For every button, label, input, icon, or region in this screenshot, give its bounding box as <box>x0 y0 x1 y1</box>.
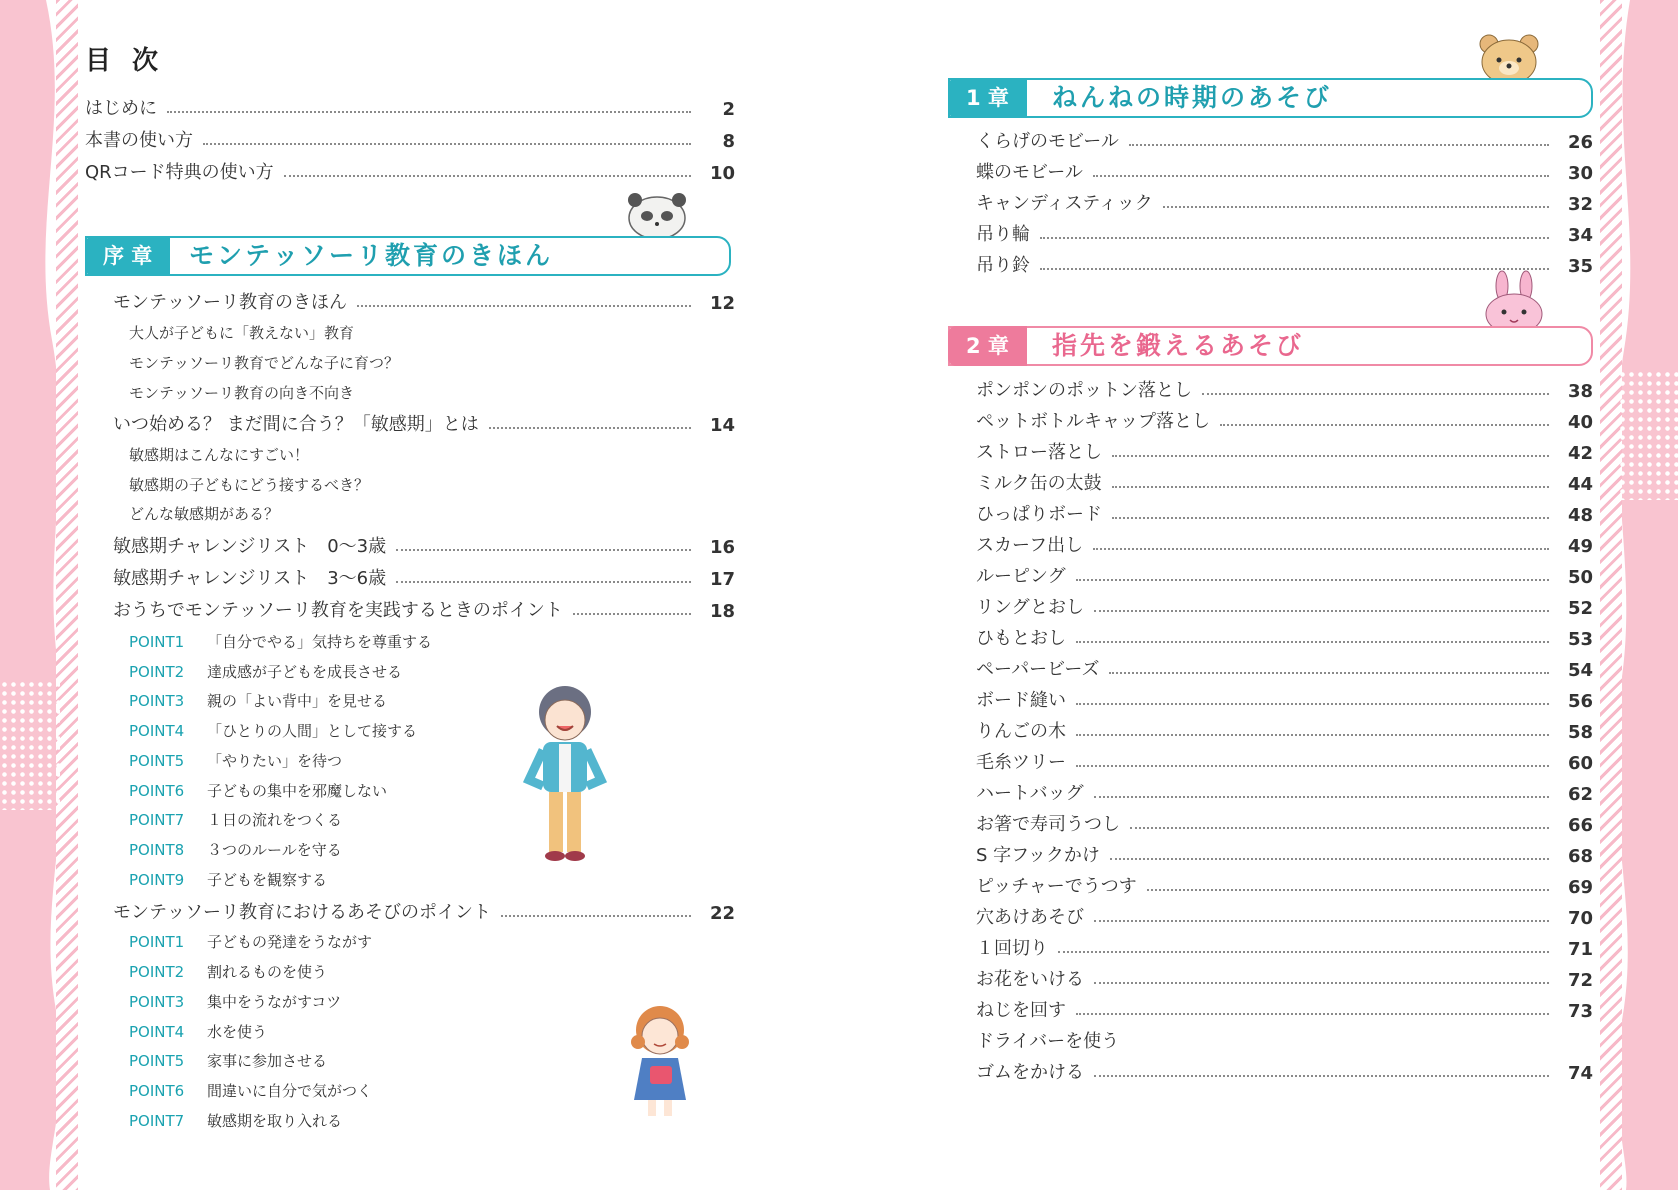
chapter-header-2 <box>948 326 1593 366</box>
entry-label: スカーフ出し <box>976 535 1084 556</box>
point-entry[interactable] <box>129 839 342 860</box>
dot-leader <box>357 305 691 307</box>
entry-label: ルーピング <box>976 566 1066 587</box>
right-dots-decoration <box>1618 370 1678 500</box>
point-text: ３つのルールを守る <box>207 841 342 859</box>
point-text: 間違いに自分で気がつく <box>207 1082 373 1100</box>
entry-label: はじめに <box>85 98 157 119</box>
dot-leader <box>1094 610 1549 612</box>
point-entry[interactable] <box>129 1050 327 1071</box>
point-entry[interactable] <box>129 1110 342 1131</box>
entry-page: 2 <box>722 99 735 120</box>
chapter-title: モンテッソーリ教育のきほん <box>189 241 554 270</box>
point-label: POINT2 <box>129 963 185 981</box>
point-label: POINT4 <box>129 1023 185 1041</box>
dot-leader <box>1040 268 1549 270</box>
toc-entry[interactable] <box>976 872 1593 898</box>
entry-page: 35 <box>1567 256 1593 277</box>
entry-label: 敏感期チャレンジリスト 3～6歳 <box>113 568 387 589</box>
entry-page: 14 <box>709 415 735 436</box>
entry-label: ゴムをかける <box>976 1062 1084 1083</box>
point-text: 達成感が子どもを成長させる <box>207 663 403 681</box>
entry-page: 52 <box>1567 598 1593 619</box>
toc-entry[interactable] <box>113 288 735 314</box>
toc-entry[interactable] <box>976 996 1593 1022</box>
dot-leader <box>1163 206 1549 208</box>
left-stripe-decoration <box>56 0 78 1190</box>
point-entry[interactable] <box>129 1021 267 1042</box>
toc-entry[interactable] <box>85 94 735 120</box>
dot-leader <box>1220 424 1549 426</box>
entry-page: 44 <box>1567 474 1593 495</box>
entry-label: ポンポンのポットン落とし <box>976 380 1192 401</box>
right-page <box>948 0 1593 1190</box>
dot-leader <box>1110 858 1549 860</box>
point-label: POINT1 <box>129 633 185 651</box>
toc-entry[interactable] <box>976 810 1593 836</box>
girl-illustration <box>620 1000 700 1125</box>
dot-leader <box>1076 579 1549 581</box>
point-text: 割れるものを使う <box>207 963 328 981</box>
entry-label: ピッチャーでうつす <box>976 876 1137 897</box>
chapter-title: ねんねの時期のあそび <box>1052 83 1333 112</box>
dot-leader <box>1040 237 1549 239</box>
dot-leader <box>396 549 691 551</box>
point-text: 「自分でやる」気持ちを尊重する <box>207 633 433 651</box>
entry-page: 17 <box>709 569 735 590</box>
entry-page: 26 <box>1567 132 1593 153</box>
toc-entry[interactable] <box>976 407 1593 433</box>
dot-leader <box>501 915 691 917</box>
point-label: POINT3 <box>129 692 185 710</box>
right-decorative-edge <box>1600 0 1678 1190</box>
entry-label: 敏感期チャレンジリスト 0～3歳 <box>113 536 387 557</box>
toc-entry[interactable] <box>976 469 1593 495</box>
point-label: POINT3 <box>129 993 185 1011</box>
entry-page: 49 <box>1567 536 1593 557</box>
toc-entry[interactable] <box>113 898 735 924</box>
point-entry[interactable] <box>129 750 342 771</box>
dot-leader <box>1076 765 1549 767</box>
panda-illustration <box>625 188 689 240</box>
dot-leader <box>1112 455 1549 457</box>
point-label: POINT8 <box>129 841 185 859</box>
entry-label: キャンディスティック <box>976 193 1153 214</box>
toc-entry[interactable] <box>113 596 735 622</box>
chapter-tag: 2 章 <box>948 326 1027 366</box>
entry-label: ペットボトルキャップ落とし <box>976 411 1210 432</box>
entry-label: ひっぱりボード <box>976 504 1102 525</box>
entry-page: 53 <box>1567 629 1593 650</box>
entry-label: お花をいける <box>976 969 1084 990</box>
point-text: 「ひとりの人間」として接する <box>207 722 418 740</box>
dot-leader <box>1076 703 1549 705</box>
point-entry[interactable] <box>129 869 327 890</box>
entry-page: 71 <box>1567 939 1593 960</box>
toc-entry[interactable] <box>976 593 1593 619</box>
entry-label: リングとおし <box>976 597 1084 618</box>
dot-leader <box>1202 393 1549 395</box>
toc-entry[interactable] <box>976 903 1593 929</box>
entry-page: 56 <box>1567 691 1593 712</box>
dot-leader <box>1112 486 1549 488</box>
left-decorative-edge <box>0 0 78 1190</box>
toc-entry[interactable] <box>85 126 735 152</box>
dot-leader <box>1129 144 1549 146</box>
entry-page: 68 <box>1567 846 1593 867</box>
entry-label: ボード縫い <box>976 690 1066 711</box>
point-entry[interactable] <box>129 991 341 1012</box>
entry-label: 穴あけあそび <box>976 907 1084 928</box>
dot-leader <box>1094 1075 1549 1077</box>
entry-page: 32 <box>1567 194 1593 215</box>
left-page <box>85 0 735 1190</box>
entry-label: S 字フックかけ <box>976 845 1100 866</box>
toc-entry[interactable] <box>976 500 1593 526</box>
toc-entry[interactable] <box>976 934 1593 960</box>
entry-label: おうちでモンテッソーリ教育を実践するときのポイント <box>113 600 563 621</box>
dot-leader <box>1076 641 1549 643</box>
point-entry[interactable] <box>129 661 402 682</box>
dot-leader <box>1094 982 1549 984</box>
entry-page: 10 <box>709 163 735 184</box>
toc-entry[interactable] <box>976 686 1593 712</box>
chapter-title: 指先を鍛えるあそび <box>1052 331 1305 360</box>
entry-label: 本書の使い方 <box>85 130 193 151</box>
dot-leader <box>1112 517 1549 519</box>
right-stripe-decoration <box>1600 0 1622 1190</box>
toc-entry[interactable] <box>976 158 1593 184</box>
point-text: 子どもの発達をうながす <box>207 933 373 951</box>
point-text: 親の「よい背中」を見せる <box>207 692 388 710</box>
entry-label: １回切り <box>976 938 1048 959</box>
point-text: １日の流れをつくる <box>207 811 343 829</box>
entry-page: 34 <box>1567 225 1593 246</box>
entry-page: 54 <box>1567 660 1593 681</box>
toc-entry[interactable] <box>976 562 1593 588</box>
toc-entry[interactable] <box>113 410 735 436</box>
toc-title: 目 次 <box>85 46 165 76</box>
point-label: POINT6 <box>129 1082 185 1100</box>
entry-page: 66 <box>1567 815 1593 836</box>
entry-page: 62 <box>1567 784 1593 805</box>
toc-entry[interactable] <box>976 189 1593 215</box>
entry-page: 72 <box>1567 970 1593 991</box>
entry-label: ストロー落とし <box>976 442 1102 463</box>
toc-entry[interactable] <box>976 127 1593 153</box>
entry-label: ミルク缶の太鼓 <box>976 473 1102 494</box>
entry-label: りんごの木 <box>976 721 1066 742</box>
point-label: POINT4 <box>129 722 185 740</box>
chapter-tag: 1 章 <box>948 78 1027 118</box>
toc-entry[interactable] <box>976 531 1593 557</box>
entry-label: モンテッソーリ教育におけるあそびのポイント <box>113 902 491 923</box>
dot-leader <box>167 111 691 113</box>
dot-leader <box>573 613 691 615</box>
dot-leader <box>1076 734 1549 736</box>
entry-page: 60 <box>1567 753 1593 774</box>
entry-label: ひもとおし <box>976 628 1066 649</box>
entry-page: 73 <box>1567 1001 1593 1022</box>
toc-subentry[interactable]: 敏感期はこんなにすごい！ <box>129 446 310 464</box>
toc-subentry[interactable]: 大人が子どもに「教えない」教育 <box>129 324 355 342</box>
boy-illustration <box>515 680 615 870</box>
toc-entry[interactable] <box>976 748 1593 774</box>
dot-leader <box>1130 827 1549 829</box>
entry-page: 16 <box>709 537 735 558</box>
dot-leader <box>1093 175 1549 177</box>
entry-page: 58 <box>1567 722 1593 743</box>
dot-leader <box>1147 889 1549 891</box>
entry-page: 18 <box>709 601 735 622</box>
entry-label: モンテッソーリ教育のきほん <box>113 292 347 313</box>
dot-leader <box>1076 1013 1549 1015</box>
point-entry[interactable] <box>129 809 342 830</box>
toc-entry[interactable] <box>976 717 1593 743</box>
point-entry[interactable] <box>129 720 417 741</box>
chapter-header-1 <box>948 78 1593 118</box>
point-text: 子どもを観察する <box>207 871 328 889</box>
point-label: POINT1 <box>129 933 185 951</box>
entry-label: いつ始める？ まだ間に合う？「敏感期」とは <box>113 414 479 435</box>
entry-label: ペーパービーズ <box>976 659 1100 680</box>
point-label: POINT9 <box>129 871 185 889</box>
toc-entry[interactable] <box>976 438 1593 464</box>
entry-page: 30 <box>1567 163 1593 184</box>
entry-label: 蝶のモビール <box>976 162 1083 183</box>
point-entry[interactable] <box>129 931 372 952</box>
entry-page: 74 <box>1567 1063 1593 1084</box>
entry-page: 22 <box>709 903 735 924</box>
toc-entry[interactable] <box>976 655 1593 681</box>
point-label: POINT6 <box>129 782 185 800</box>
entry-label: 毛糸ツリー <box>976 752 1066 773</box>
point-text: 集中をうながすコツ <box>207 993 342 1011</box>
toc-subentry[interactable]: どんな敏感期がある？ <box>129 505 280 523</box>
dot-leader <box>1094 796 1549 798</box>
dot-leader <box>396 581 691 583</box>
point-entry[interactable] <box>129 780 387 801</box>
point-text: 水を使う <box>207 1023 268 1041</box>
entry-page: 42 <box>1567 443 1593 464</box>
toc-entry[interactable] <box>976 779 1593 805</box>
toc-entry[interactable] <box>113 532 735 558</box>
dot-leader <box>1094 920 1549 922</box>
dot-leader <box>1058 951 1549 953</box>
point-text: 家事に参加させる <box>207 1052 328 1070</box>
entry-label: QRコード特典の使い方 <box>85 162 274 183</box>
toc-entry[interactable] <box>976 624 1593 650</box>
point-text: 子どもの集中を邪魔しない <box>207 782 388 800</box>
toc-entry[interactable] <box>976 220 1593 246</box>
entry-label: ハートバッグ <box>976 783 1084 804</box>
toc-subentry[interactable]: 敏感期の子どもにどう接するべき？ <box>129 476 370 494</box>
point-label: POINT2 <box>129 663 185 681</box>
toc-entry[interactable] <box>85 158 735 184</box>
entry-label: お箸で寿司うつし <box>976 814 1120 835</box>
dot-leader <box>203 143 691 145</box>
entry-label: ドライバーを使う <box>976 1031 1120 1052</box>
point-entry[interactable] <box>129 961 327 982</box>
toc-entry[interactable] <box>976 376 1593 402</box>
entry-page: 38 <box>1567 381 1593 402</box>
entry-page: 40 <box>1567 412 1593 433</box>
point-label: POINT5 <box>129 752 185 770</box>
toc-entry[interactable] <box>976 1058 1593 1084</box>
left-dots-decoration <box>0 680 60 810</box>
entry-page: 12 <box>709 293 735 314</box>
dot-leader <box>1093 548 1549 550</box>
toc-entry[interactable] <box>113 564 735 590</box>
point-label: POINT7 <box>129 811 185 829</box>
point-text: 「やりたい」を待つ <box>207 752 343 770</box>
chapter-tag: 序 章 <box>85 236 170 276</box>
point-entry[interactable] <box>129 631 432 652</box>
point-entry[interactable] <box>129 690 387 711</box>
toc-subentry[interactable]: モンテッソーリ教育でどんな子に育つ？ <box>129 354 400 372</box>
dot-leader <box>489 427 691 429</box>
point-entry[interactable] <box>129 1080 372 1101</box>
toc-subentry[interactable]: モンテッソーリ教育の向き不向き <box>129 384 355 402</box>
point-label: POINT7 <box>129 1112 185 1130</box>
entry-label: 吊り輪 <box>976 224 1030 245</box>
entry-page: 50 <box>1567 567 1593 588</box>
entry-label: くらげのモビール <box>976 131 1119 152</box>
toc-entry[interactable] <box>976 841 1593 867</box>
entry-page: 48 <box>1567 505 1593 526</box>
entry-page: 8 <box>722 131 735 152</box>
dot-leader <box>284 175 691 177</box>
point-label: POINT5 <box>129 1052 185 1070</box>
entry-page: 69 <box>1567 877 1593 898</box>
dot-leader <box>1109 672 1549 674</box>
toc-entry[interactable] <box>976 1027 1593 1053</box>
point-text: 敏感期を取り入れる <box>207 1112 343 1130</box>
entry-label: ねじを回す <box>976 1000 1066 1021</box>
chapter-header-prologue <box>85 236 731 276</box>
entry-label: 吊り鈴 <box>976 255 1030 276</box>
entry-page: 70 <box>1567 908 1593 929</box>
toc-entry[interactable] <box>976 965 1593 991</box>
